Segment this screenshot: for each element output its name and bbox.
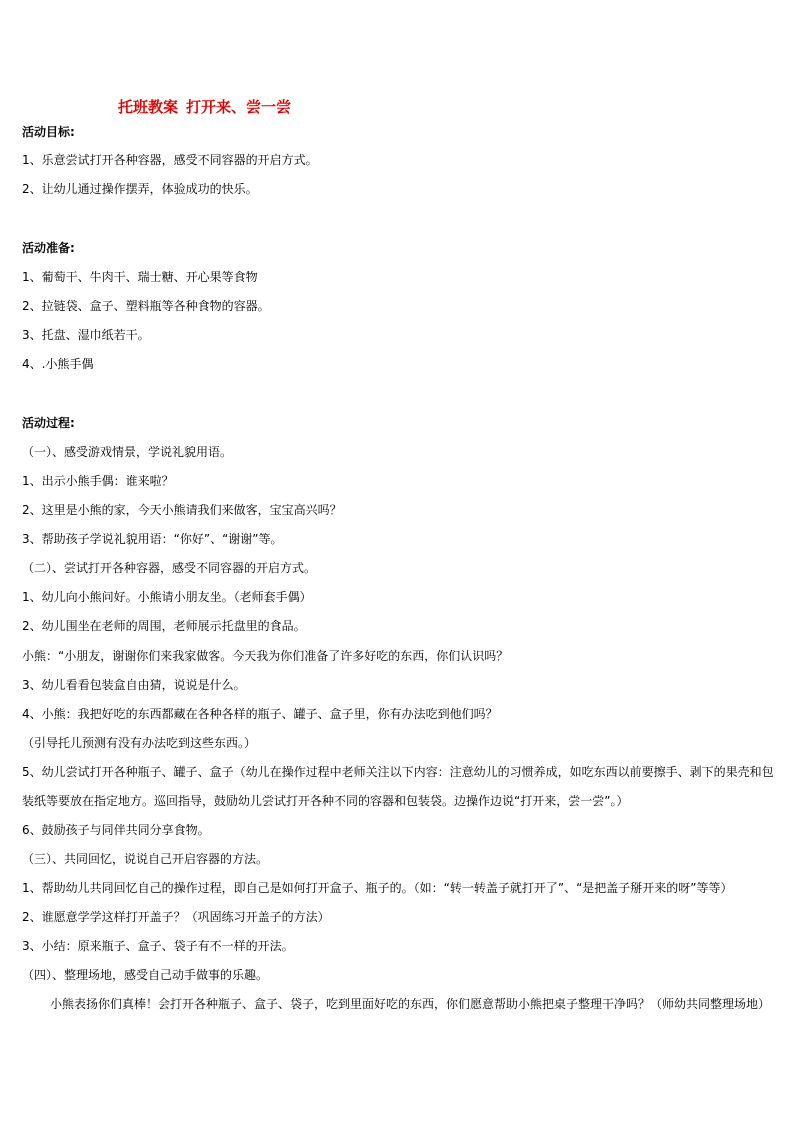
process-item: 小熊：“小朋友，谢谢你们来我家做客。今天我为你们准备了许多好吃的东西，你们认识吗？ (22, 649, 509, 663)
title-part-2: 打开来、尝一尝 (186, 98, 292, 116)
prep-item: 3、托盘、湿巾纸若干。 (22, 328, 150, 342)
process-step-5: 5、幼儿尝试打开各种瓶子、罐子、盒子（幼儿在操作过程中老师关注以下内容：注意幼儿的习惯养成，如吃东西以前要擦手、剥下的果壳和包装纸等要放在指定地方。巡回指导，鼓励幼儿尝试打开各种不同的容器和包装袋。边操作边说“打开来，尝一尝”。） (22, 765, 774, 808)
process-item: 3、帮助孩子学说礼貌用语：“你好”、“谢谢”等。 (22, 532, 283, 546)
process-item: （三）、共同回忆，说说自己开启容器的方法。 (22, 852, 269, 866)
process-heading: 活动过程: (22, 416, 75, 430)
prep-heading: 活动准备: (22, 241, 75, 255)
process-item: 3、幼儿看看包装盒自由猜，说说是什么。 (22, 678, 246, 692)
process-item: 6、鼓励孩子与同伴共同分享食物。 (22, 823, 210, 837)
closing-paragraph: 小熊表扬你们真棒！会打开各种瓶子、盒子、袋子，吃到里面好吃的东西，你们愿意帮助小熊把桌子整理干净吗？（师幼共同整理场地） (50, 997, 771, 1011)
process-item: 1、出示小熊手偶：谁来啦？ (22, 474, 174, 488)
prep-item: 1、葡萄干、牛肉干、瑞士糖、开心果等食物 (22, 270, 258, 284)
process-item: （引导托儿预测有没有办法吃到这些东西。） (22, 736, 257, 750)
process-item: 1、幼儿向小熊问好。小熊请小朋友坐。（老师套手偶） (22, 590, 312, 604)
process-item: 4、小熊：我把好吃的东西都藏在各种各样的瓶子、罐子、盒子里，你有办法吃到他们吗？ (22, 707, 498, 721)
prep-item: 4、.小熊手偶 (22, 357, 94, 371)
process-item: （一）、感受游戏情景，学说礼貌用语。 (22, 445, 233, 459)
process-item: 1、帮助幼儿共同回忆自己的操作过程，即自己是如何打开盒子、瓶子的。（如：“转一转盖子就打开了”、“是把盖子掰开来的呀”等等） (22, 881, 733, 895)
process-item: 2、谁愿意学学这样打开盖子？（巩固练习开盖子的方法） (22, 910, 330, 924)
process-item: （二）、尝试打开各种容器，感受不同容器的开启方式。 (22, 561, 317, 575)
prep-item: 2、拉链袋、盒子、塑料瓶等各种食物的容器。 (22, 299, 270, 313)
document-title (118, 96, 291, 117)
process-item: （四）、整理场地，感受自己动手做事的乐趣。 (22, 968, 269, 982)
goal-item: 1、乐意尝试打开各种容器，感受不同容器的开启方式。 (22, 153, 318, 167)
title-part-1: 托班教案 (118, 98, 179, 116)
process-item: 3、小结：原来瓶子、盒子、袋子有不一样的开法。 (22, 939, 294, 953)
process-item: 2、幼儿围坐在老师的周围，老师展示托盘里的食品。 (22, 619, 306, 633)
goal-item: 2、让幼儿通过操作摆弄，体验成功的快乐。 (22, 182, 258, 196)
process-item: 2、这里是小熊的家，今天小熊请我们来做客，宝宝高兴吗？ (22, 503, 342, 517)
goal-heading: 活动目标: (22, 125, 75, 139)
